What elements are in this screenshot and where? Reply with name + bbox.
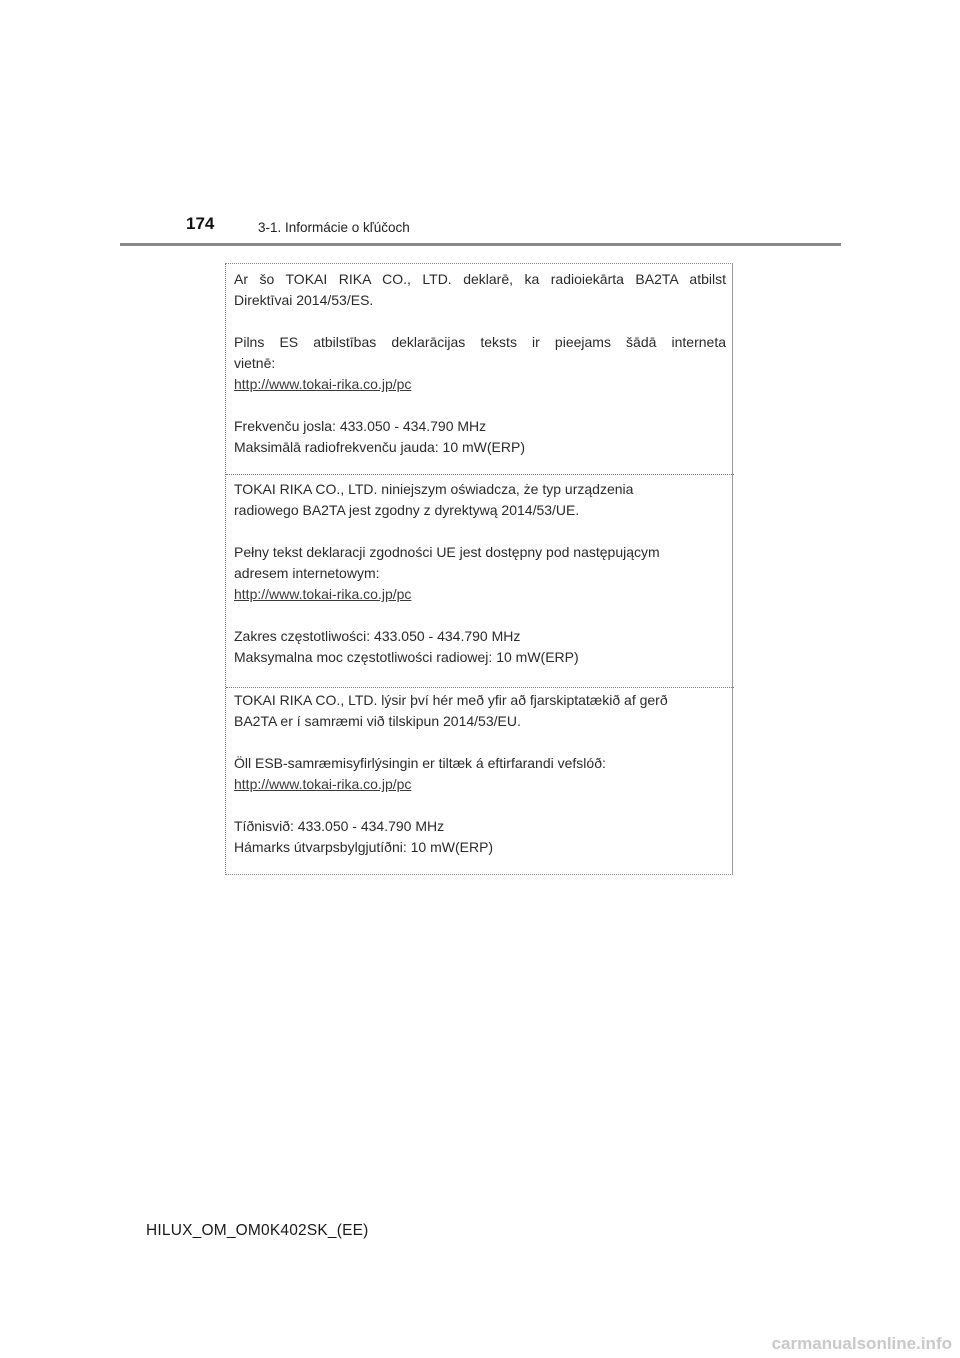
declaration-text: Ar šo TOKAI RIKA CO., LTD. deklarē, ka radioiekārta BA2TA atbilst [234,271,726,287]
declaration-block-icelandic [226,687,734,876]
availability-text: Pilns ES atbilstības deklarācijas teksts ir pieejams šādā interneta [234,334,726,350]
declaration-url-link[interactable]: http://www.tokai-rika.co.jp/pc [234,776,412,792]
declaration-url-link[interactable]: http://www.tokai-rika.co.jp/pc [234,586,412,602]
declaration-text: radiowego BA2TA jest zgodny z dyrektywą 2014/53/UE. [234,502,580,518]
page-number: 174 [186,214,215,233]
declaration-text: TOKAI RIKA CO., LTD. niniejszym oświadcza, że typ urządzenia [234,481,634,497]
availability-text: adresem internetowym: [234,565,380,581]
frequency-band: Tíðnisvið: 433.050 - 434.790 MHz [234,818,445,834]
declaration-text: TOKAI RIKA CO., LTD. lýsir því hér með yfir að fjarskiptatækið af gerð [234,692,668,708]
frequency-band: Zakres częstotliwości: 433.050 - 434.790 MHz [234,628,521,644]
section-title: 3-1. Informácie o kľúčoch [258,220,410,235]
declaration-text: BA2TA er í samræmi við tilskipun 2014/53/EU. [234,713,521,729]
availability-text: Pełny tekst deklaracji zgodności UE jest dostępny pod następującym [234,544,660,560]
declaration-block-latvian [226,264,734,474]
availability-text: Öll ESB-samræmisyfirlýsingin er tiltæk á eftirfarandi vefslóð: [234,755,606,771]
declaration-scan-box [225,263,733,875]
max-power: Maksimālā radiofrekvenču jauda: 10 mW(ERP) [234,439,525,455]
header-divider [120,243,841,246]
document-code: HILUX_OM_OM0K402SK_(EE) [146,1222,369,1239]
declaration-url-link[interactable]: http://www.tokai-rika.co.jp/pc [234,376,412,392]
declaration-text: Direktīvai 2014/53/ES. [234,292,374,308]
frequency-band: Frekvenču josla: 433.050 - 434.790 MHz [234,418,487,434]
site-watermark: carmanualsonline.info [771,1334,952,1353]
max-power: Maksymalna moc częstotliwości radiowej: 10 mW(ERP) [234,649,579,665]
max-power: Hámarks útvarpsbylgjutíðni: 10 mW(ERP) [234,839,494,855]
availability-text: vietnē: [234,355,276,371]
page-header [0,0,960,250]
declaration-block-polish [226,474,734,687]
